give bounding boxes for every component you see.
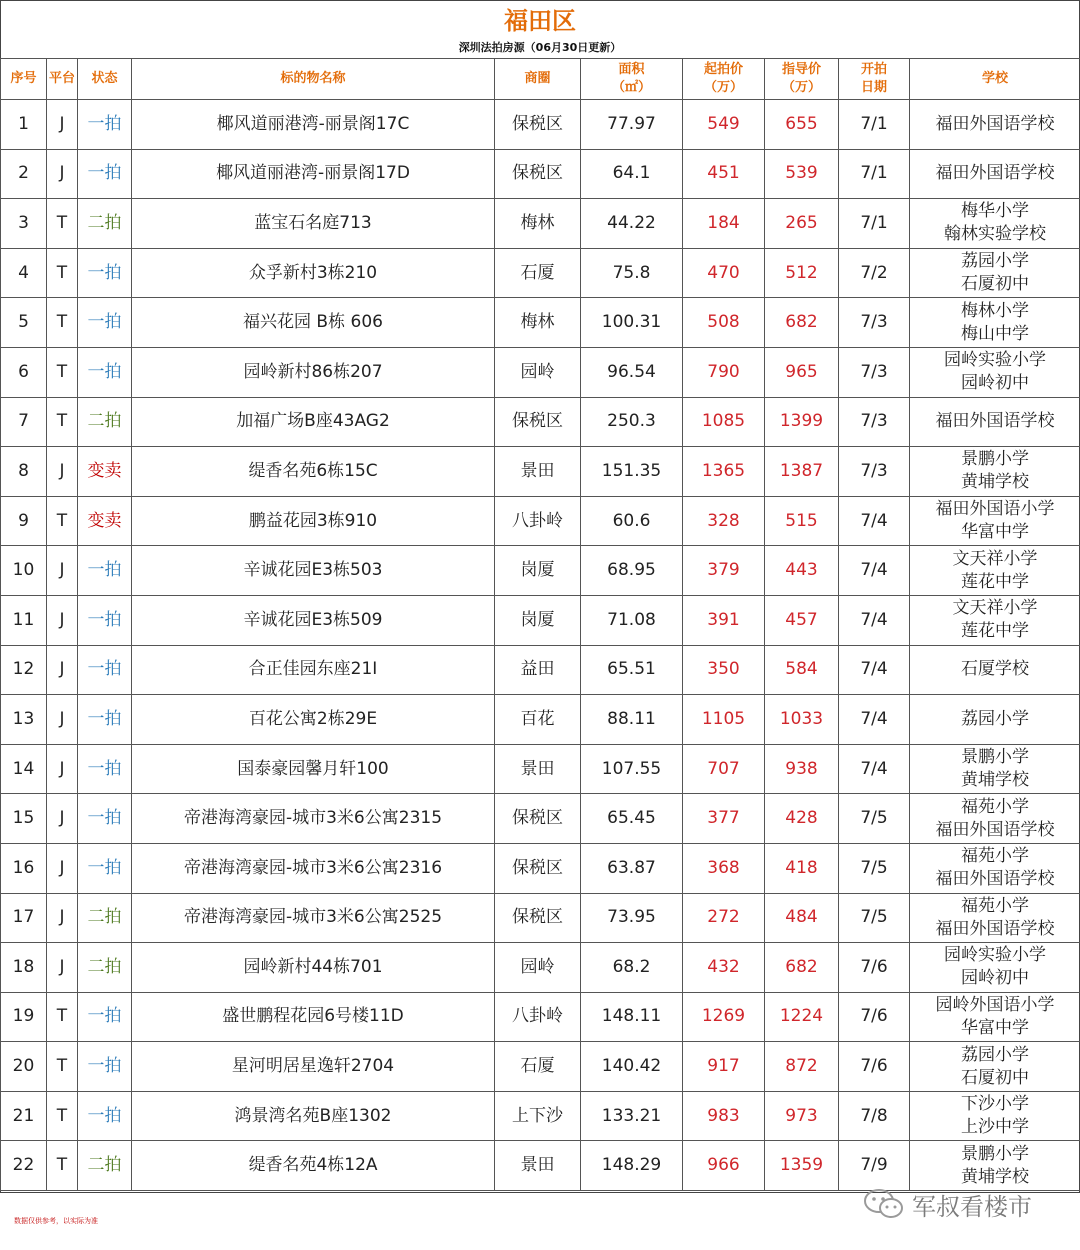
table-row bbox=[1, 100, 1080, 150]
school-name: 福田外国语学校 bbox=[935, 411, 1055, 432]
cell-size: 151.35 bbox=[581, 447, 683, 497]
school-name: 福田外国语学校 bbox=[935, 869, 1055, 890]
cell-area: 八卦岭 bbox=[495, 496, 581, 546]
cell-size: 148.29 bbox=[581, 1141, 683, 1191]
cell-status: 变卖 bbox=[78, 496, 132, 546]
cell-no: 7 bbox=[1, 397, 47, 447]
cell-school bbox=[910, 100, 1080, 150]
cell-start-price: 1105 bbox=[683, 695, 765, 745]
col-header-school: 学校 bbox=[910, 59, 1080, 100]
cell-guide-price: 457 bbox=[765, 595, 839, 645]
col-header-size: 面积 （㎡） bbox=[581, 59, 683, 100]
cell-size: 250.3 bbox=[581, 397, 683, 447]
school-name: 下沙小学 bbox=[961, 1094, 1029, 1115]
col-header-no: 序号 bbox=[1, 59, 47, 100]
school-name: 文天祥小学 bbox=[952, 548, 1038, 569]
cell-start-price: 790 bbox=[683, 347, 765, 397]
table-row bbox=[1, 347, 1080, 397]
cell-school bbox=[910, 397, 1080, 447]
cell-area: 保税区 bbox=[495, 397, 581, 447]
cell-no: 18 bbox=[1, 943, 47, 993]
cell-name: 缇香名苑4栋12A bbox=[132, 1141, 495, 1191]
cell-no: 21 bbox=[1, 1091, 47, 1141]
col-header-guide-price: 指导价 （万） bbox=[765, 59, 839, 100]
cell-area: 益田 bbox=[495, 645, 581, 695]
col-header-start-price: 起拍价 （万） bbox=[683, 59, 765, 100]
cell-name: 百花公寓2栋29E bbox=[132, 695, 495, 745]
cell-platform: J bbox=[47, 843, 78, 893]
cell-name: 椰风道丽港湾-丽景阁17C bbox=[132, 100, 495, 150]
cell-area: 保税区 bbox=[495, 794, 581, 844]
cell-platform: J bbox=[47, 546, 78, 596]
cell-name: 福兴花园 B栋 606 bbox=[132, 298, 495, 348]
cell-date: 7/4 bbox=[839, 595, 910, 645]
cell-date: 7/2 bbox=[839, 248, 910, 298]
table-row bbox=[1, 893, 1080, 943]
cell-size: 100.31 bbox=[581, 298, 683, 348]
cell-status: 一拍 bbox=[78, 149, 132, 199]
cell-size: 75.8 bbox=[581, 248, 683, 298]
cell-date: 7/3 bbox=[839, 298, 910, 348]
cell-platform: J bbox=[47, 695, 78, 745]
cell-start-price: 432 bbox=[683, 943, 765, 993]
cell-area: 景田 bbox=[495, 447, 581, 497]
table-row bbox=[1, 794, 1080, 844]
cell-date: 7/6 bbox=[839, 1042, 910, 1092]
cell-status: 一拍 bbox=[78, 645, 132, 695]
cell-platform: J bbox=[47, 794, 78, 844]
school-name: 石厦初中 bbox=[961, 274, 1029, 295]
table-row bbox=[1, 943, 1080, 993]
school-name: 福苑小学 bbox=[961, 846, 1029, 867]
table-row bbox=[1, 744, 1080, 794]
school-name: 黄埔学校 bbox=[961, 770, 1029, 791]
cell-status: 一拍 bbox=[78, 100, 132, 150]
cell-status: 一拍 bbox=[78, 744, 132, 794]
cell-school bbox=[910, 695, 1080, 745]
table-row bbox=[1, 1091, 1080, 1141]
cell-school bbox=[910, 248, 1080, 298]
table-row bbox=[1, 496, 1080, 546]
cell-name: 星河明居星逸轩2704 bbox=[132, 1042, 495, 1092]
cell-no: 9 bbox=[1, 496, 47, 546]
cell-name: 缇香名苑6栋15C bbox=[132, 447, 495, 497]
cell-status: 一拍 bbox=[78, 695, 132, 745]
cell-size: 63.87 bbox=[581, 843, 683, 893]
cell-start-price: 917 bbox=[683, 1042, 765, 1092]
cell-size: 65.45 bbox=[581, 794, 683, 844]
cell-status: 一拍 bbox=[78, 794, 132, 844]
cell-area: 岗厦 bbox=[495, 595, 581, 645]
cell-status: 一拍 bbox=[78, 298, 132, 348]
school-name: 福田外国语小学 bbox=[935, 499, 1055, 520]
cell-platform: T bbox=[47, 298, 78, 348]
table-row bbox=[1, 695, 1080, 745]
cell-platform: T bbox=[47, 248, 78, 298]
cell-size: 65.51 bbox=[581, 645, 683, 695]
cell-status: 变卖 bbox=[78, 447, 132, 497]
cell-area: 保税区 bbox=[495, 100, 581, 150]
cell-date: 7/4 bbox=[839, 496, 910, 546]
cell-name: 盛世鹏程花园6号楼11D bbox=[132, 992, 495, 1042]
cell-no: 22 bbox=[1, 1141, 47, 1191]
table-row bbox=[1, 595, 1080, 645]
cell-no: 4 bbox=[1, 248, 47, 298]
cell-platform: T bbox=[47, 992, 78, 1042]
cell-name: 合正佳园东座21I bbox=[132, 645, 495, 695]
cell-school bbox=[910, 794, 1080, 844]
cell-guide-price: 484 bbox=[765, 893, 839, 943]
cell-start-price: 368 bbox=[683, 843, 765, 893]
school-name: 莲花中学 bbox=[961, 621, 1029, 642]
school-name: 黄埔学校 bbox=[961, 472, 1029, 493]
table-row bbox=[1, 298, 1080, 348]
cell-name: 加福广场B座43AG2 bbox=[132, 397, 495, 447]
table-row bbox=[1, 1042, 1080, 1092]
cell-guide-price: 965 bbox=[765, 347, 839, 397]
cell-no: 12 bbox=[1, 645, 47, 695]
cell-name: 国泰豪园馨月轩100 bbox=[132, 744, 495, 794]
cell-status: 一拍 bbox=[78, 1091, 132, 1141]
cell-no: 15 bbox=[1, 794, 47, 844]
cell-school bbox=[910, 843, 1080, 893]
school-name: 荔园小学 bbox=[961, 251, 1029, 272]
school-name: 华富中学 bbox=[961, 522, 1029, 543]
watermark-text: 军叔看楼市 bbox=[912, 1192, 1032, 1221]
cell-area: 景田 bbox=[495, 744, 581, 794]
school-name: 园岭外国语小学 bbox=[935, 994, 1055, 1015]
cell-date: 7/5 bbox=[839, 893, 910, 943]
table-row bbox=[1, 645, 1080, 695]
cell-date: 7/9 bbox=[839, 1141, 910, 1191]
table-row bbox=[1, 1141, 1080, 1191]
cell-size: 71.08 bbox=[581, 595, 683, 645]
cell-area: 梅林 bbox=[495, 199, 581, 249]
cell-date: 7/6 bbox=[839, 992, 910, 1042]
cell-platform: J bbox=[47, 744, 78, 794]
cell-size: 60.6 bbox=[581, 496, 683, 546]
school-name: 文天祥小学 bbox=[952, 598, 1038, 619]
cell-platform: T bbox=[47, 199, 78, 249]
cell-status: 一拍 bbox=[78, 595, 132, 645]
cell-platform: J bbox=[47, 149, 78, 199]
cell-size: 68.2 bbox=[581, 943, 683, 993]
cell-guide-price: 265 bbox=[765, 199, 839, 249]
cell-start-price: 1085 bbox=[683, 397, 765, 447]
cell-name: 蓝宝石名庭713 bbox=[132, 199, 495, 249]
school-name: 石厦初中 bbox=[961, 1067, 1029, 1088]
school-name: 梅山中学 bbox=[961, 323, 1029, 344]
cell-date: 7/3 bbox=[839, 347, 910, 397]
table-row bbox=[1, 199, 1080, 249]
cell-date: 7/1 bbox=[839, 100, 910, 150]
col-header-date: 开拍 日期 bbox=[839, 59, 910, 100]
cell-date: 7/4 bbox=[839, 744, 910, 794]
cell-status: 一拍 bbox=[78, 992, 132, 1042]
wechat-icon bbox=[862, 1187, 906, 1221]
cell-start-price: 328 bbox=[683, 496, 765, 546]
cell-date: 7/5 bbox=[839, 794, 910, 844]
cell-school bbox=[910, 149, 1080, 199]
cell-size: 64.1 bbox=[581, 149, 683, 199]
cell-school bbox=[910, 496, 1080, 546]
cell-no: 11 bbox=[1, 595, 47, 645]
cell-date: 7/4 bbox=[839, 645, 910, 695]
cell-school bbox=[910, 199, 1080, 249]
cell-guide-price: 1399 bbox=[765, 397, 839, 447]
school-name: 荔园小学 bbox=[961, 1044, 1029, 1065]
cell-school bbox=[910, 992, 1080, 1042]
col-header-name: 标的物名称 bbox=[132, 59, 495, 100]
cell-name: 鹏益花园3栋910 bbox=[132, 496, 495, 546]
cell-name: 帝港海湾豪园-城市3米6公寓2316 bbox=[132, 843, 495, 893]
cell-start-price: 549 bbox=[683, 100, 765, 150]
cell-start-price: 508 bbox=[683, 298, 765, 348]
cell-area: 岗厦 bbox=[495, 546, 581, 596]
school-name: 梅华小学 bbox=[961, 201, 1029, 222]
cell-size: 73.95 bbox=[581, 893, 683, 943]
cell-name: 辛诚花园E3栋503 bbox=[132, 546, 495, 596]
cell-size: 133.21 bbox=[581, 1091, 683, 1141]
school-name: 福苑小学 bbox=[961, 895, 1029, 916]
cell-area: 景田 bbox=[495, 1141, 581, 1191]
cell-school bbox=[910, 1042, 1080, 1092]
school-name: 黄埔学校 bbox=[961, 1166, 1029, 1187]
cell-platform: J bbox=[47, 595, 78, 645]
cell-platform: T bbox=[47, 1141, 78, 1191]
cell-guide-price: 655 bbox=[765, 100, 839, 150]
cell-guide-price: 428 bbox=[765, 794, 839, 844]
cell-guide-price: 1224 bbox=[765, 992, 839, 1042]
cell-no: 1 bbox=[1, 100, 47, 150]
cell-size: 140.42 bbox=[581, 1042, 683, 1092]
cell-status: 一拍 bbox=[78, 248, 132, 298]
cell-guide-price: 682 bbox=[765, 298, 839, 348]
cell-guide-price: 515 bbox=[765, 496, 839, 546]
school-name: 梅林小学 bbox=[961, 300, 1029, 321]
school-name: 福苑小学 bbox=[961, 796, 1029, 817]
school-name: 景鹏小学 bbox=[961, 449, 1029, 470]
cell-no: 19 bbox=[1, 992, 47, 1042]
table-row bbox=[1, 248, 1080, 298]
cell-school bbox=[910, 298, 1080, 348]
cell-status: 一拍 bbox=[78, 843, 132, 893]
school-name: 福田外国语学校 bbox=[935, 163, 1055, 184]
cell-start-price: 350 bbox=[683, 645, 765, 695]
cell-size: 107.55 bbox=[581, 744, 683, 794]
footnote: 数据仅供参考，以实际为准 bbox=[14, 1217, 98, 1225]
page-title: 福田区 bbox=[504, 7, 576, 35]
page-subtitle: 深圳法拍房源（06月30日更新） bbox=[458, 41, 622, 54]
cell-status: 二拍 bbox=[78, 1141, 132, 1191]
cell-status: 一拍 bbox=[78, 546, 132, 596]
col-header-platform: 平台 bbox=[47, 59, 78, 100]
school-name: 翰林实验学校 bbox=[944, 224, 1046, 245]
cell-start-price: 377 bbox=[683, 794, 765, 844]
cell-date: 7/4 bbox=[839, 546, 910, 596]
cell-platform: T bbox=[47, 397, 78, 447]
cell-school bbox=[910, 645, 1080, 695]
cell-size: 88.11 bbox=[581, 695, 683, 745]
cell-area: 上下沙 bbox=[495, 1091, 581, 1141]
cell-area: 保税区 bbox=[495, 843, 581, 893]
cell-start-price: 451 bbox=[683, 149, 765, 199]
cell-area: 梅林 bbox=[495, 298, 581, 348]
cell-guide-price: 973 bbox=[765, 1091, 839, 1141]
cell-platform: J bbox=[47, 893, 78, 943]
cell-start-price: 184 bbox=[683, 199, 765, 249]
cell-no: 14 bbox=[1, 744, 47, 794]
cell-name: 帝港海湾豪园-城市3米6公寓2315 bbox=[132, 794, 495, 844]
cell-school bbox=[910, 943, 1080, 993]
cell-school bbox=[910, 447, 1080, 497]
cell-platform: T bbox=[47, 1042, 78, 1092]
cell-guide-price: 512 bbox=[765, 248, 839, 298]
school-name: 石厦学校 bbox=[961, 659, 1029, 680]
cell-size: 96.54 bbox=[581, 347, 683, 397]
cell-platform: J bbox=[47, 447, 78, 497]
cell-name: 众孚新村3栋210 bbox=[132, 248, 495, 298]
cell-size: 77.97 bbox=[581, 100, 683, 150]
cell-start-price: 983 bbox=[683, 1091, 765, 1141]
cell-start-price: 707 bbox=[683, 744, 765, 794]
table-row bbox=[1, 397, 1080, 447]
cell-start-price: 272 bbox=[683, 893, 765, 943]
school-name: 园岭初中 bbox=[961, 968, 1029, 989]
cell-name: 鸿景湾名苑B座1302 bbox=[132, 1091, 495, 1141]
cell-name: 辛诚花园E3栋509 bbox=[132, 595, 495, 645]
cell-status: 一拍 bbox=[78, 1042, 132, 1092]
school-name: 景鹏小学 bbox=[961, 747, 1029, 768]
cell-name: 园岭新村44栋701 bbox=[132, 943, 495, 993]
cell-size: 148.11 bbox=[581, 992, 683, 1042]
cell-no: 2 bbox=[1, 149, 47, 199]
table-header-row bbox=[1, 59, 1080, 100]
cell-start-price: 966 bbox=[683, 1141, 765, 1191]
auction-table bbox=[0, 58, 1080, 1191]
cell-status: 一拍 bbox=[78, 347, 132, 397]
school-name: 园岭实验小学 bbox=[944, 350, 1046, 371]
cell-school bbox=[910, 744, 1080, 794]
cell-school bbox=[910, 347, 1080, 397]
cell-size: 68.95 bbox=[581, 546, 683, 596]
cell-guide-price: 1359 bbox=[765, 1141, 839, 1191]
cell-guide-price: 418 bbox=[765, 843, 839, 893]
school-name: 福田外国语学校 bbox=[935, 113, 1055, 134]
cell-platform: T bbox=[47, 496, 78, 546]
cell-no: 3 bbox=[1, 199, 47, 249]
cell-start-price: 1365 bbox=[683, 447, 765, 497]
cell-start-price: 1269 bbox=[683, 992, 765, 1042]
table-row bbox=[1, 149, 1080, 199]
cell-platform: J bbox=[47, 100, 78, 150]
cell-school bbox=[910, 1091, 1080, 1141]
cell-name: 椰风道丽港湾-丽景阁17D bbox=[132, 149, 495, 199]
cell-date: 7/3 bbox=[839, 447, 910, 497]
school-name: 景鹏小学 bbox=[961, 1143, 1029, 1164]
cell-no: 20 bbox=[1, 1042, 47, 1092]
cell-guide-price: 539 bbox=[765, 149, 839, 199]
school-name: 园岭初中 bbox=[961, 373, 1029, 394]
cell-area: 保税区 bbox=[495, 149, 581, 199]
school-name: 福田外国语学校 bbox=[935, 819, 1055, 840]
cell-platform: T bbox=[47, 1091, 78, 1141]
cell-start-price: 470 bbox=[683, 248, 765, 298]
school-name: 园岭实验小学 bbox=[944, 945, 1046, 966]
cell-guide-price: 682 bbox=[765, 943, 839, 993]
cell-area: 八卦岭 bbox=[495, 992, 581, 1042]
cell-platform: J bbox=[47, 645, 78, 695]
cell-date: 7/3 bbox=[839, 397, 910, 447]
cell-no: 5 bbox=[1, 298, 47, 348]
cell-status: 二拍 bbox=[78, 893, 132, 943]
table-row bbox=[1, 546, 1080, 596]
school-name: 荔园小学 bbox=[961, 708, 1029, 729]
cell-area: 石厦 bbox=[495, 248, 581, 298]
cell-guide-price: 1387 bbox=[765, 447, 839, 497]
school-name: 莲花中学 bbox=[961, 571, 1029, 592]
table-row bbox=[1, 992, 1080, 1042]
cell-no: 6 bbox=[1, 347, 47, 397]
cell-guide-price: 443 bbox=[765, 546, 839, 596]
cell-status: 二拍 bbox=[78, 943, 132, 993]
cell-guide-price: 1033 bbox=[765, 695, 839, 745]
cell-area: 保税区 bbox=[495, 893, 581, 943]
cell-date: 7/8 bbox=[839, 1091, 910, 1141]
cell-no: 16 bbox=[1, 843, 47, 893]
cell-school bbox=[910, 893, 1080, 943]
cell-no: 17 bbox=[1, 893, 47, 943]
cell-size: 44.22 bbox=[581, 199, 683, 249]
cell-date: 7/1 bbox=[839, 199, 910, 249]
cell-platform: J bbox=[47, 943, 78, 993]
cell-date: 7/6 bbox=[839, 943, 910, 993]
school-name: 上沙中学 bbox=[961, 1117, 1029, 1138]
table-row bbox=[1, 447, 1080, 497]
cell-guide-price: 584 bbox=[765, 645, 839, 695]
cell-start-price: 391 bbox=[683, 595, 765, 645]
cell-school bbox=[910, 595, 1080, 645]
cell-name: 帝港海湾豪园-城市3米6公寓2525 bbox=[132, 893, 495, 943]
cell-date: 7/5 bbox=[839, 843, 910, 893]
col-header-area: 商圈 bbox=[495, 59, 581, 100]
watermark bbox=[862, 1186, 1062, 1222]
school-name: 华富中学 bbox=[961, 1017, 1029, 1038]
cell-no: 10 bbox=[1, 546, 47, 596]
cell-status: 二拍 bbox=[78, 397, 132, 447]
cell-date: 7/4 bbox=[839, 695, 910, 745]
table-row bbox=[1, 843, 1080, 893]
cell-no: 8 bbox=[1, 447, 47, 497]
col-header-status: 状态 bbox=[78, 59, 132, 100]
cell-platform: T bbox=[47, 347, 78, 397]
cell-area: 园岭 bbox=[495, 347, 581, 397]
cell-school bbox=[910, 546, 1080, 596]
cell-status: 二拍 bbox=[78, 199, 132, 249]
cell-area: 园岭 bbox=[495, 943, 581, 993]
cell-date: 7/1 bbox=[839, 149, 910, 199]
cell-start-price: 379 bbox=[683, 546, 765, 596]
cell-guide-price: 938 bbox=[765, 744, 839, 794]
school-name: 福田外国语学校 bbox=[935, 918, 1055, 939]
cell-name: 园岭新村86栋207 bbox=[132, 347, 495, 397]
cell-school bbox=[910, 1141, 1080, 1191]
cell-area: 百花 bbox=[495, 695, 581, 745]
cell-no: 13 bbox=[1, 695, 47, 745]
cell-guide-price: 872 bbox=[765, 1042, 839, 1092]
cell-area: 石厦 bbox=[495, 1042, 581, 1092]
